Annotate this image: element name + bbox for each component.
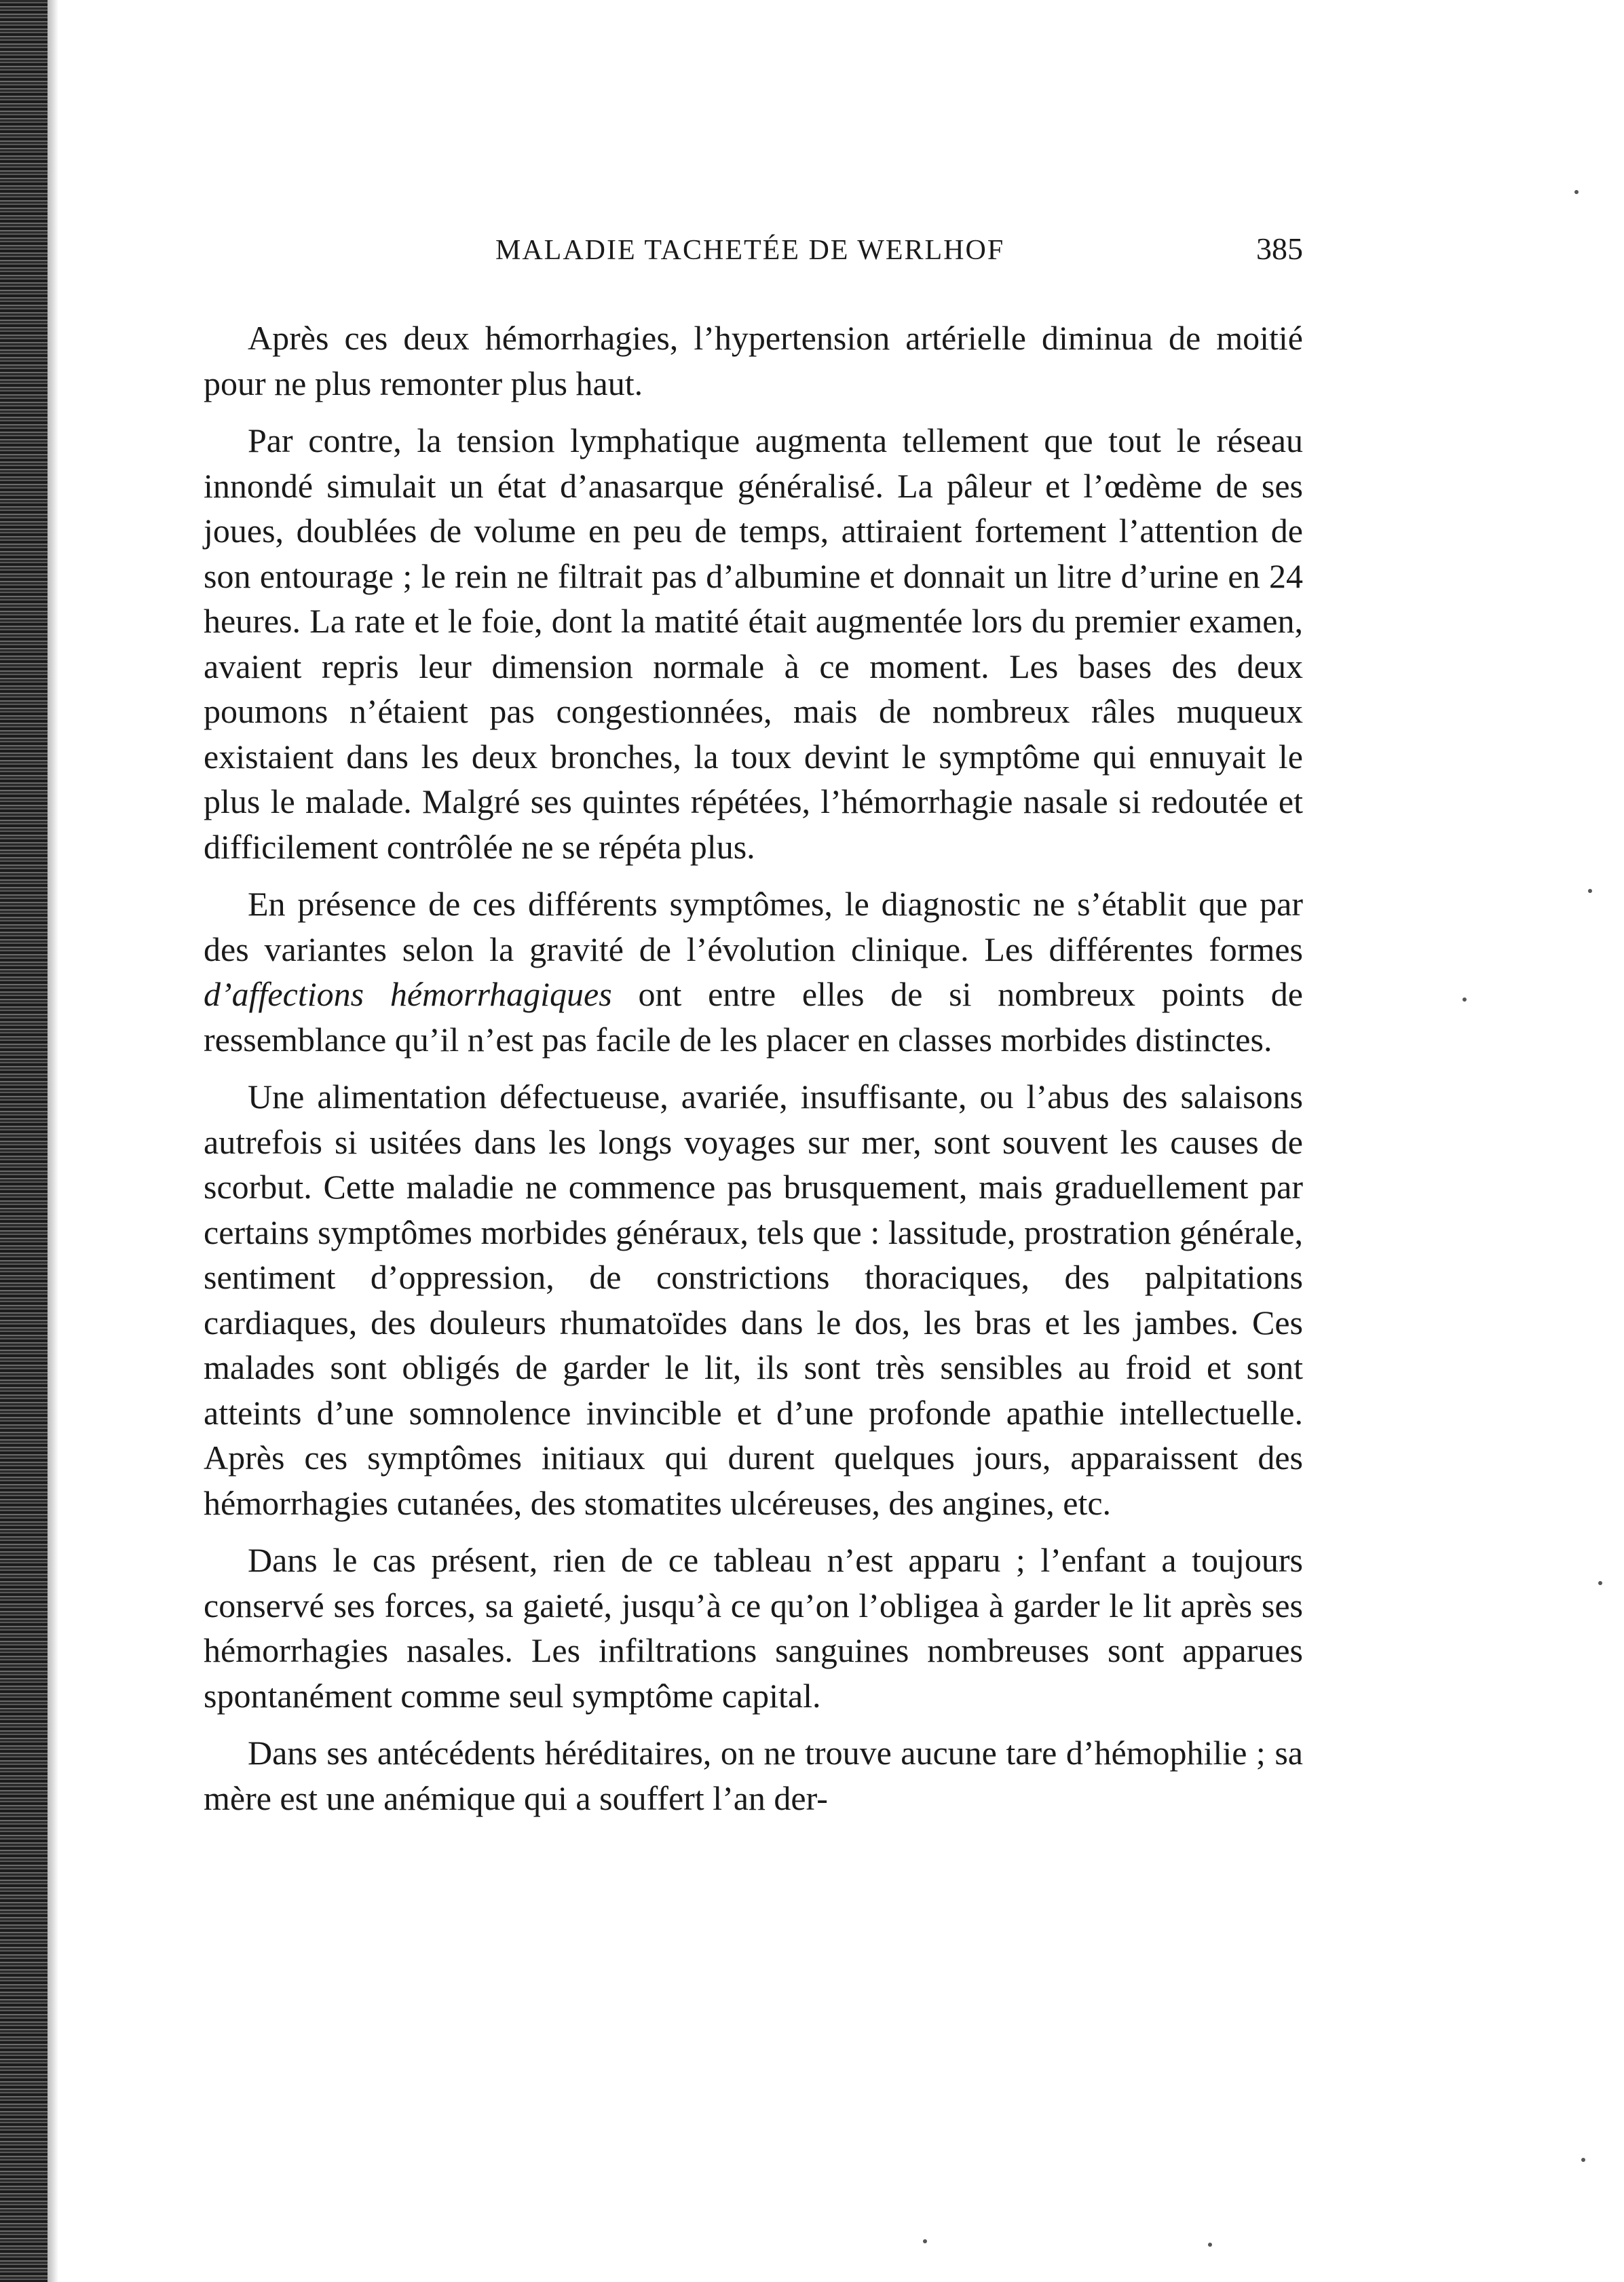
paper-speck xyxy=(923,2239,927,2243)
paragraph-4: Une alimentation défectueuse, avariée, insuffisante, ou l’abus des salaisons autrefois si usitées dans les longs voyages sur mer, sont souvent les causes de scorbut. Cette maladie ne commence pas brusquement, mais graduellement par certains symptômes morbides généraux, tels que : lassitude, prostration générale, sentiment d’oppression, de constrictions thoraciques, des palpitations cardiaques, des douleurs rhumatoïdes dans le dos, les bras et les jambes. Ces malades sont obligés de garder le lit, ils sont très sensibles au froid et sont atteints d’une somnolence invincible et d’une profonde apathie intellectuelle. Après ces symptômes initiaux qui durent quelques jours, apparaissent des hémorrhagies cutanées, des stomatites ulcéreuses, des angines, etc. xyxy=(204,1078,1303,1522)
body-text xyxy=(204,316,1303,1821)
paragraph-2: Par contre, la tension lymphatique augmenta tellement que tout le réseau innondé simulait un état d’anasarque généralisé. La pâleur et l’œdème de ses joues, doublées de volume en peu de temps, attiraient fortement l’attention de son entourage ; le rein ne filtrait pas d’albumine et donnait un litre d’urine en 24 heures. La rate et le foie, dont la matité était augmentée lors du premier examen, avaient repris leur dimension normale à ce moment. Les bases des deux poumons n’étaient pas congestionnées, mais de nombreux râles muqueux existaient dans les deux bronches, la toux devint le symptôme qui ennuyait le plus le malade. Malgré ses quintes répétées, l’hémorrhagie nasale si redoutée et difficilement contrôlée ne se répéta plus. xyxy=(204,421,1303,866)
paragraph-3 xyxy=(204,881,1303,1062)
page-number: 385 xyxy=(1256,231,1303,266)
paragraph-3-text-before: En présence de ces différents symptômes, le diagnostic ne s’établit que par des variantes selon la gravité de l’évolution clinique. Les différentes formes xyxy=(204,885,1303,968)
paragraph-3-italic-term: d’affections hémorrhagiques xyxy=(204,975,612,1013)
paragraph-6: Dans ses antécédents héréditaires, on ne trouve aucune tare d’hémophilie ; sa mère est une anémique qui a souffert l’an der- xyxy=(204,1734,1303,1817)
paragraph-3-text-after: ont entre elles de si nombreux points de ressemblance qu’il n’est pas facile de les placer en classes morbides distinctes. xyxy=(204,975,1303,1059)
paper-speck xyxy=(1462,997,1467,1002)
paper-speck xyxy=(1574,190,1579,194)
book-spine-edge xyxy=(0,0,48,2282)
paragraph-5: Dans le cas présent, rien de ce tableau n’est apparu ; l’enfant a toujours conservé ses forces, sa gaieté, jusqu’à ce qu’on l’obligea à garder le lit après ses hémorrhagies nasales. Les infiltrations sanguines nombreuses sont apparues spontanément comme seul symptôme capital. xyxy=(204,1541,1303,1715)
running-head: MALADIE TACHETÉE DE WERLHOF xyxy=(495,235,1005,266)
paper-speck xyxy=(1208,2243,1212,2247)
paper-speck xyxy=(1588,889,1592,893)
page-header xyxy=(204,231,1303,267)
spine-shadow xyxy=(48,0,58,2282)
paper-speck xyxy=(1581,2158,1585,2162)
book-page xyxy=(204,231,1303,1833)
paper-speck xyxy=(1598,1581,1602,1585)
paragraph-1: Après ces deux hémorrhagies, l’hypertension artérielle diminua de moitié pour ne plus remonter plus haut. xyxy=(204,319,1303,402)
